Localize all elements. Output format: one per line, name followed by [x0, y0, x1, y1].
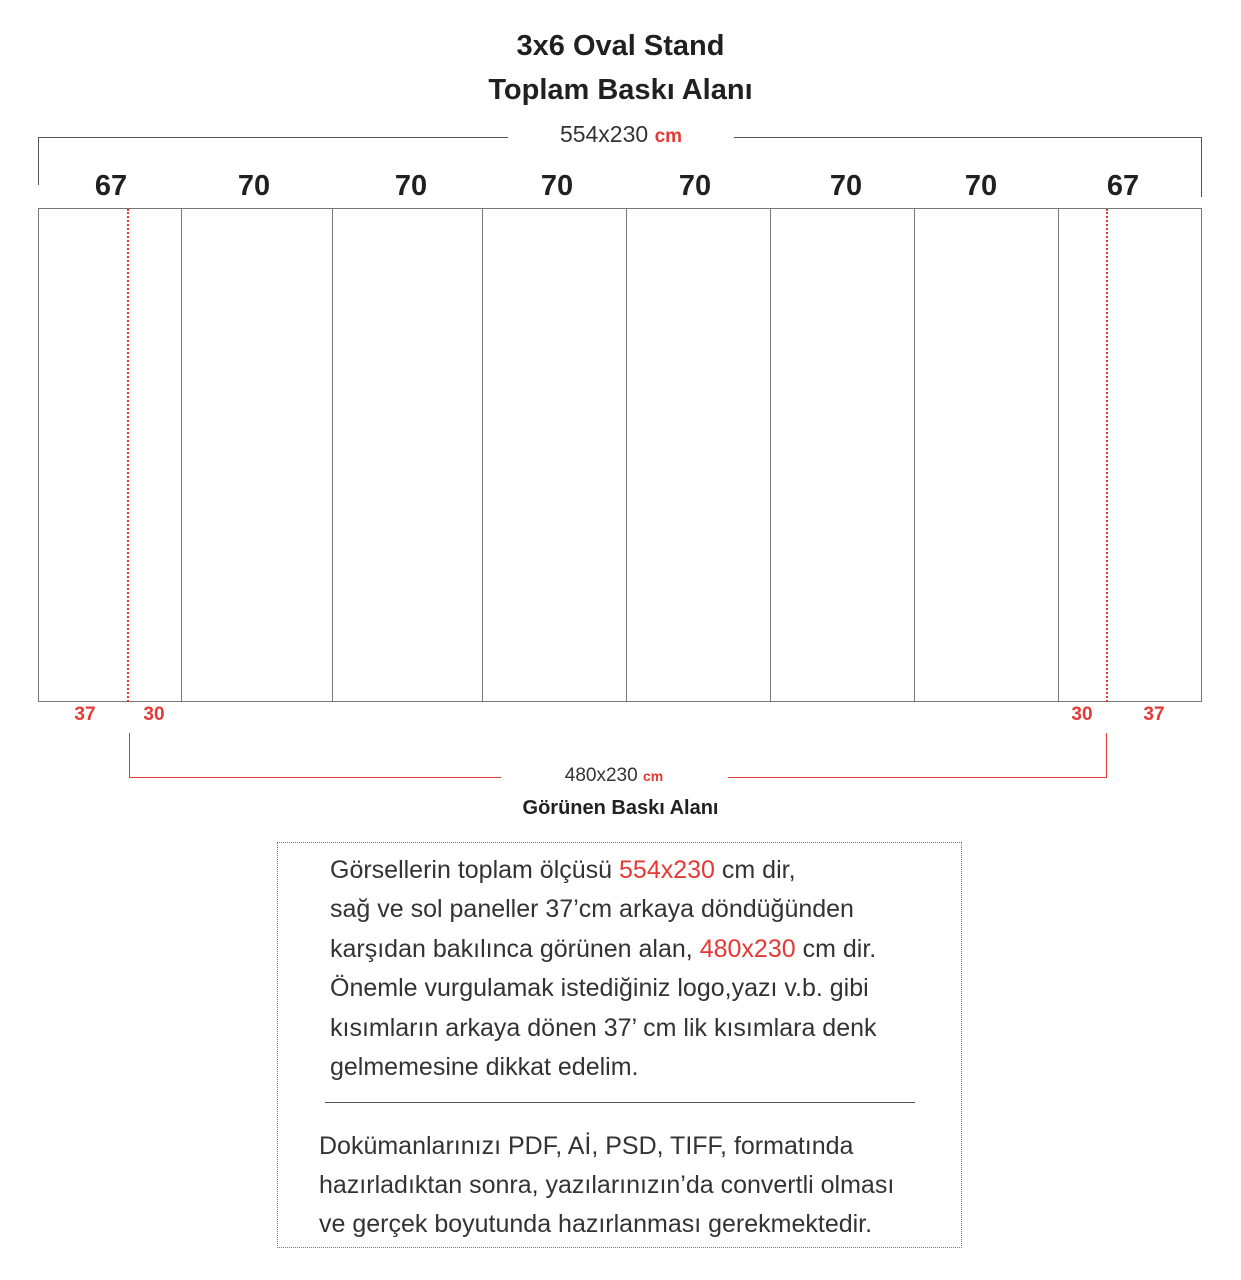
note-line: kısımların arkaya dönen 37’ cm lik kısımlara denk	[330, 1014, 877, 1042]
visible-dimension-label	[500, 765, 728, 787]
note-separator	[325, 1102, 915, 1103]
left-inner-label: 30	[143, 704, 165, 725]
panel-width-label: 67	[94, 170, 128, 202]
right-inner-label: 30	[1071, 704, 1093, 725]
note-line	[330, 856, 796, 885]
note-line: ve gerçek boyutunda hazırlanması gerekmektedir.	[319, 1210, 873, 1238]
note-line	[330, 935, 876, 964]
total-bracket-right-line	[734, 137, 1202, 138]
panel-divider	[181, 208, 182, 702]
visible-bracket-left-tick	[129, 733, 130, 777]
panel-width-label: 70	[964, 170, 998, 202]
panel-width-label: 70	[540, 170, 574, 202]
note-text: cm dir,	[714, 856, 796, 884]
panel-divider	[914, 208, 915, 702]
note-highlight-total: 554x230	[619, 856, 715, 884]
left-fold-line	[127, 209, 129, 702]
visible-bracket-right-tick	[1106, 733, 1107, 777]
note-line: sağ ve sol paneller 37’cm arkaya döndüğünden	[330, 895, 854, 923]
panel-width-label: 70	[237, 170, 271, 202]
panel-divider	[1058, 208, 1059, 702]
panel-width-label: 70	[394, 170, 428, 202]
note-text: Görsellerin toplam ölçüsü	[330, 856, 620, 884]
note-line: Önemle vurgulamak istediğiniz logo,yazı v.b. gibi	[330, 974, 869, 1002]
panel-divider	[482, 208, 483, 702]
total-dimension-value: 554x230	[559, 121, 649, 147]
total-dimension-unit: cm	[654, 126, 683, 147]
panel-width-label: 70	[829, 170, 863, 202]
note-line: hazırladıktan sonra, yazılarınızın’da convertli olması	[319, 1171, 895, 1199]
stand-print-area	[38, 208, 1202, 702]
total-bracket-right-tick	[1201, 137, 1202, 197]
panel-width-label: 67	[1106, 170, 1140, 202]
note-text: karşıdan bakılınca görünen alan,	[330, 935, 700, 963]
panel-divider	[770, 208, 771, 702]
right-fold-line	[1106, 209, 1108, 702]
diagram-title: 3x6 Oval Stand	[516, 30, 725, 62]
total-dimension-label	[508, 121, 734, 148]
note-line: Dokümanlarınızı PDF, Aİ, PSD, TIFF, formatında	[319, 1132, 854, 1160]
note-line: gelmemesine dikkat edelim.	[330, 1053, 639, 1081]
visible-bracket-right-line	[728, 777, 1107, 778]
diagram-subtitle: Toplam Baskı Alanı	[488, 74, 753, 106]
visible-area-title: Görünen Baskı Alanı	[522, 797, 719, 819]
panel-width-label: 70	[678, 170, 712, 202]
visible-bracket-left-line	[129, 777, 501, 778]
total-bracket-left-tick	[38, 137, 39, 185]
left-outer-label: 37	[74, 704, 96, 725]
note-highlight-visible: 480x230	[699, 935, 796, 963]
visible-dimension-unit: cm	[642, 768, 664, 784]
panel-divider	[332, 208, 333, 702]
panel-divider	[626, 208, 627, 702]
note-text: cm dir.	[795, 935, 877, 963]
total-bracket-left-line	[38, 137, 508, 138]
right-outer-label: 37	[1143, 704, 1165, 725]
visible-dimension-value: 480x230	[564, 765, 638, 786]
